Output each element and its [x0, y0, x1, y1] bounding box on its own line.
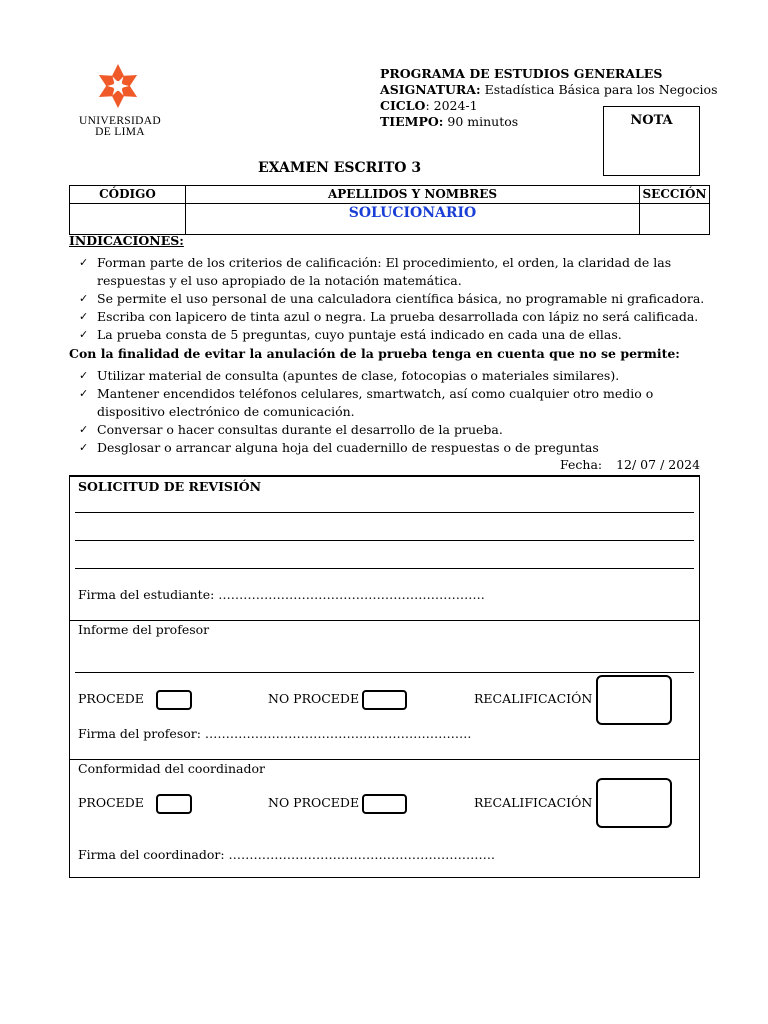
- recalificacion-label: RECALIFICACIÓN: [474, 795, 593, 810]
- procede-checkbox[interactable]: [156, 794, 192, 814]
- answer-line[interactable]: [75, 540, 694, 541]
- no-procede-checkbox[interactable]: [362, 690, 407, 710]
- logo-text: [70, 116, 170, 138]
- no-procede-label: NO PROCEDE: [268, 691, 360, 706]
- list-item-text: Conversar o hacer consultas durante el desarrollo de la prueba.: [97, 422, 503, 437]
- university-logo: [70, 62, 170, 138]
- asignatura-row: [380, 82, 718, 98]
- procede-checkbox[interactable]: [156, 690, 192, 710]
- revision-title: SOLICITUD DE REVISIÓN: [78, 479, 262, 494]
- logo-line2: DE LIMA: [95, 126, 145, 138]
- fecha-row: [560, 457, 700, 472]
- list-item: [69, 367, 709, 385]
- program-title: PROGRAMA DE ESTUDIOS GENERALES: [380, 66, 663, 81]
- firma-estudiante: Firma del estudiante: ……………………………………………………….: [78, 587, 485, 602]
- ciclo-label: CICLO: [380, 98, 426, 113]
- checkmark-icon: ✓: [79, 292, 89, 305]
- header-seccion: SECCIÓN: [640, 186, 710, 204]
- informe-line[interactable]: [75, 672, 694, 673]
- exam-title: EXAMEN ESCRITO 3: [258, 160, 422, 176]
- checkmark-icon: ✓: [79, 423, 89, 436]
- list-item: [69, 385, 709, 421]
- list-item: [69, 326, 709, 344]
- logo-line1: UNIVERSIDAD: [79, 115, 161, 127]
- checkmark-icon: ✓: [79, 387, 89, 400]
- tiempo-value: 90 minutos: [447, 114, 519, 129]
- tiempo-label: TIEMPO:: [380, 114, 444, 129]
- no-procede-checkbox[interactable]: [362, 794, 407, 814]
- revision-request-box: [69, 475, 700, 878]
- list-item: [69, 439, 709, 457]
- list-item: [69, 308, 709, 326]
- fecha-value: 12/ 07 / 2024: [616, 457, 701, 472]
- conformidad-label: Conformidad del coordinador: [78, 761, 265, 776]
- informe-profesor-label: Informe del profesor: [78, 622, 210, 637]
- recalificacion-label: RECALIFICACIÓN: [474, 691, 593, 706]
- list-item-text: Desglosar o arrancar alguna hoja del cuadernillo de respuestas o de preguntas: [97, 440, 599, 455]
- nota-label: NOTA: [630, 113, 673, 128]
- prohibiciones-list: [69, 367, 709, 457]
- checkmark-icon: ✓: [79, 441, 89, 454]
- logo-flower-icon: [70, 62, 170, 112]
- solucionario-label: SOLUCIONARIO: [348, 205, 477, 221]
- prohibiciones-title: Con la finalidad de evitar la anulación de la prueba tenga en cuenta que no se permite:: [69, 346, 680, 361]
- header-codigo: CÓDIGO: [70, 186, 186, 204]
- asignatura-label: ASIGNATURA:: [380, 82, 481, 97]
- list-item-text: Escriba con lapicero de tinta azul o negra. La prueba desarrollada con lápiz no será calificada.: [97, 309, 699, 324]
- codigo-field[interactable]: [70, 204, 186, 235]
- indicaciones-title: INDICACIONES:: [69, 233, 184, 248]
- checkmark-icon: ✓: [79, 256, 89, 269]
- list-item-text: La prueba consta de 5 preguntas, cuyo puntaje está indicado en cada una de ellas.: [97, 327, 622, 342]
- seccion-field[interactable]: [640, 204, 710, 235]
- list-item-text: Mantener encendidos teléfonos celulares, smartwatch, así como cualquier otro medio o dispositivo electrónico de comunicación.: [97, 386, 654, 419]
- procede-label: PROCEDE: [78, 795, 144, 810]
- firma-coordinador: Firma del coordinador: ……………………………………………………….: [78, 847, 495, 862]
- recalificacion-box[interactable]: [596, 778, 672, 828]
- checkmark-icon: ✓: [79, 328, 89, 341]
- procede-label: PROCEDE: [78, 691, 144, 706]
- list-item: [69, 290, 709, 308]
- answer-line[interactable]: [75, 568, 694, 569]
- asignatura-value: Estadística Básica para los Negocios: [484, 82, 718, 97]
- list-item-text: Utilizar material de consulta (apuntes de clase, fotocopias o materiales similares).: [97, 368, 620, 383]
- list-item-text: Se permite el uso personal de una calculadora científica básica, no programable ni graficadora.: [97, 291, 705, 306]
- section-divider: [70, 759, 699, 760]
- indicaciones-list: [69, 254, 709, 344]
- nombres-field[interactable]: [186, 204, 640, 235]
- firma-profesor: Firma del profesor: ……………………………………………………….: [78, 726, 472, 741]
- list-item-text: Forman parte de los criterios de calificación: El procedimiento, el orden, la claridad de las respuestas y el uso apropiado de la notación matemática.: [97, 255, 672, 288]
- nota-box[interactable]: [603, 106, 700, 176]
- answer-line[interactable]: [75, 512, 694, 513]
- list-item: [69, 421, 709, 439]
- recalificacion-box[interactable]: [596, 675, 672, 725]
- section-divider: [70, 620, 699, 621]
- fecha-label: Fecha:: [560, 457, 603, 472]
- no-procede-label: NO PROCEDE: [268, 795, 360, 810]
- checkmark-icon: ✓: [79, 369, 89, 382]
- header-nombres: APELLIDOS Y NOMBRES: [186, 186, 640, 204]
- identification-table: [69, 185, 710, 235]
- checkmark-icon: ✓: [79, 310, 89, 323]
- ciclo-value: : 2024-1: [425, 98, 478, 113]
- list-item: [69, 254, 709, 290]
